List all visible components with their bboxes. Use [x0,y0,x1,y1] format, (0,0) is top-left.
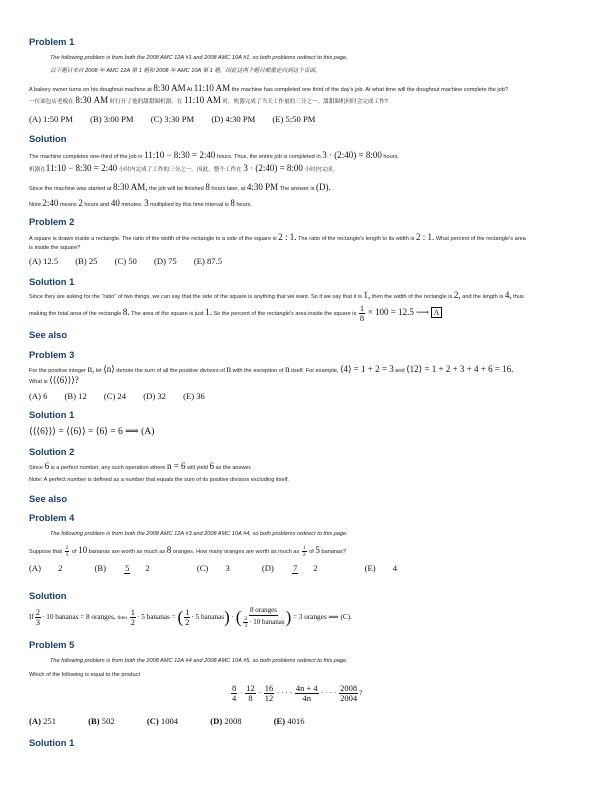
choice-e [365,563,412,573]
choice-value: 2 [58,563,63,573]
problem-5-text: Which of the following is equal to the product [29,672,141,678]
solution-3-heading: Solution 1 [29,409,75,420]
text: 小时内完成。 [304,167,339,173]
text: as the answer. [215,465,252,471]
choice-c [147,716,193,726]
problem-4-redirect: The following problem is from both the 2008 AMC 12A #3 and 2008 AMC 10A #4, so both problems redirect to this page. [50,531,348,537]
choice-label: (C) [196,563,209,573]
text: If [29,613,34,622]
choice-label: (E) [273,716,286,726]
math: 2:40 [42,198,59,208]
choice-d: (D) 75 [154,256,177,266]
text: For the positive integer [29,368,86,374]
denominator: 2004 [340,693,358,703]
math: = 3 oranges ⟹ (C). [293,613,352,622]
choice-e [274,716,320,726]
math: 11:10 − 8:30 = 2:40 [144,150,216,160]
problem-5-choices [29,716,589,726]
problem-3-question [29,377,589,386]
math: 11:10 − 8:30 = 2:40 [45,163,118,173]
right-paren: ) [224,607,230,627]
text: the machine has completed one third of the day's job. At what time will the doughnut machine complete the job? [231,87,509,93]
choice-value: 4016 [287,716,305,726]
problem-5-product: $\frac{8}{4}$ · $\frac{12}{8}$ · $\frac{16}{12}$ · · · · $\frac{4n + 4}{4n}$ · · · · $\frac{2008}{2004}$ ? [232,683,363,703]
problem-1-redirect-zh: 以下题目来自 2008 年 AMC 12A 第 1 题和 2008 年 AMC 10A 第 1 题，因此这两个题目都重定向到这个页面。 [50,68,321,74]
answer-box: A [431,307,443,318]
solution-2-line-2 [29,304,589,323]
choice-label: (C) [146,716,159,726]
see-also-heading: See also [29,329,68,340]
choice-d: (D) 32 [143,391,166,401]
see-also-heading-2: See also [29,493,68,504]
math: 10 [78,544,88,555]
math: 6 [209,461,214,471]
fraction [302,545,307,558]
text: The machine completes one-third of the job in [29,154,143,160]
denominator: 3 [65,552,69,558]
choice-label: (A) [29,716,41,726]
problem-3-text [29,366,589,375]
choice-a: (A) 1:50 PM [29,114,73,124]
numerator: 8 [232,683,237,693]
numerator: 4n + 4 [295,683,318,693]
text: hours. Thus, the entire job is completed in [216,154,321,160]
problem-1-heading: Problem 1 [29,36,75,47]
choice-d: (D) 4:30 PM [211,114,256,124]
problem-2-text [29,234,589,243]
math: n [226,364,231,374]
text: Since they are asking for the "ratio" of two things, we can say that the side of the square is anything that we want. So if we say that it is [29,294,362,300]
choice-value: 502 [101,716,115,726]
text: So the percent of the rectangle's area inside the square is [213,310,357,317]
text: 小时内完成了工作的三分之一。因此，整个工作在 [118,167,242,173]
math: 2, [453,290,461,300]
math: 3 [144,198,149,208]
text: making the total area of the rectangle [29,310,122,317]
math: 2 : 1. [416,232,435,242]
problem-1-choices [29,114,589,124]
left-paren: ( [235,607,242,627]
math: · 10 bananas = 8 oranges, [42,613,116,622]
fraction [124,564,165,574]
fraction [245,684,256,703]
math: × 100 = 12.5 ⟶ [367,306,430,317]
text: hours. [383,154,399,160]
math: 2 [78,198,83,208]
text: bananas? [321,548,347,555]
text: A bakery owner turns on his doughnut machine at [29,87,152,93]
choice-b [95,563,180,574]
choice-a: (A) 6 [29,391,48,401]
text: bananas are worth as much as [88,548,166,555]
numerator: 1 [302,545,306,551]
solution-1-heading: Solution [29,133,67,144]
choice-label: (D) [261,563,274,573]
text: will yield [187,465,208,471]
numerator: 12 [246,683,255,693]
text: itself. For example, [291,368,339,374]
text: means [59,202,77,208]
text: denote the sum of all the positive divisors of [116,368,225,374]
choice-c: (C) 24 [103,391,127,401]
math: ? [359,689,363,698]
problem-1-text-en [29,85,589,94]
solution-3-equation: ⟨⟨⟨6⟩⟩⟩ = ⟨⟨6⟩⟩ = ⟨6⟩ = 6 ⟹ (A) [29,427,155,437]
numerator: 5 [125,563,130,574]
math: n, [87,364,95,374]
choice-d [262,563,348,574]
text: Since the machine was started at [29,186,112,192]
text: At [186,87,193,93]
math: 3 · (2:40) = 8:00 [243,163,303,173]
fraction [35,608,41,627]
choice-label: (B) [94,563,107,573]
problem-4-choices [29,563,589,574]
problem-5-redirect: The following problem is from both the 2008 AMC 12A #4 and 2008 AMC 10A #5, so both problems redirect to this page. [50,658,348,664]
problem-2-choices [29,256,589,266]
math: n = 6 [166,461,186,471]
denominator: 12 [264,693,274,703]
math: 11:10 AM [183,95,221,105]
solution-3b-note: Note: A perfect number is defined as a number that equals the sum of its positive divisors excluding itself. [29,477,289,483]
choice-a [29,716,71,726]
math: · · · · [321,689,337,698]
choice-c [197,563,245,573]
math: 8 [166,544,172,555]
text: 机器在 [29,167,46,173]
choice-c: (C) 3:30 PM [150,114,195,124]
text: Note: [29,202,43,208]
math: 8 [205,182,210,192]
choice-value: 2008 [224,716,242,726]
choice-c: (C) 50 [114,256,137,266]
solution-1-line-2 [29,165,589,174]
math: 5 [315,544,320,555]
math: 8. [122,306,130,317]
math: 6 [44,461,50,471]
choice-value: 1004 [160,716,179,726]
text: A square is drawn inside a rectangle. The ratio of the width of the rectangle to a side of the square is [29,236,277,242]
math: 8:30 AM [153,83,186,93]
numerator: 16 [264,683,274,693]
choice-e: (E) 87.5 [193,256,223,266]
fraction [243,616,248,629]
text: multiplied by this time interval is [150,202,229,208]
math: · · · · [277,689,293,698]
text: then [117,615,127,622]
numerator: 2 [35,607,41,617]
text: What is [29,379,48,385]
numerator: 2 [65,545,69,551]
numerator: 1 [130,607,136,617]
numerator: 2008 [340,683,358,693]
text: Since [29,465,43,471]
text: let [95,368,102,374]
choice-b: (B) 3:00 PM [90,114,134,124]
solution-2-line-1 [29,292,589,301]
text: and [395,368,405,374]
fraction [65,545,70,558]
math: n [285,364,290,374]
choice-label: (A) [29,563,41,573]
problem-3-choices [29,391,589,401]
denominator: 3 [244,623,248,629]
math: ⟨12⟩ = 1 + 2 + 3 + 4 + 6 = 16. [406,364,514,374]
fraction [359,304,365,323]
denominator: 4n [302,693,311,703]
text: the job will be finished [149,186,204,192]
fraction [295,684,319,703]
solution-5-heading: Solution 1 [29,737,75,748]
text: of [71,548,77,555]
problem-1-redirect-en: The following problem is from both the 2008 AMC 12A #1 and 2008 AMC 10A #1, so both problems redirect to this page. [50,55,348,61]
solution-3b-heading: Solution 2 [29,446,75,457]
math: · 5 bananas [191,613,225,622]
text: 一位面包店老板在 [29,99,74,105]
math: 11:10 AM [193,83,231,93]
choice-label: (D) [210,716,223,726]
math: ⟨⟨⟨6⟩⟩⟩? [49,375,79,385]
choice-b: (B) 25 [75,256,98,266]
math: 8 [230,198,235,208]
fraction [264,684,275,703]
problem-5-heading: Problem 5 [29,639,75,650]
choice-label: (E) [364,563,376,573]
problem-4-heading: Problem 4 [29,512,75,523]
denominator-text: · 10 bananas [249,618,285,627]
math: · 5 bananas = [137,613,176,622]
left-paren: ( [177,607,184,627]
math: 1, [363,290,371,300]
text: 时，机器完成了当天工作量的三分之一。甜甜圈机何时会完成工作? [222,99,388,105]
solution-4-heading: Solution [29,590,67,601]
solution-1-note [29,200,589,209]
choice-a [29,563,77,573]
denominator: 2 [130,617,136,627]
denominator: 2 [185,617,190,627]
text: hours. [236,202,252,208]
text: The area of the square is just [131,310,204,317]
text: The answer is [279,186,315,192]
text: 时打开了他的甜甜圈机器。在 [109,99,183,105]
solution-3b-line-1 [29,463,589,472]
numerator: 2 [244,616,248,622]
solution-4-equation: If $\frac{2}{3}$ · 10 bananas = 8 oranges, then $\frac{1}{2}$ · 5 bananas = ( $\frac{1}{2}$ · 5 bananas) · ( 8 oranges $\frac{2}{3}$ · 10 bananas ) = 3 oranges ⟹ (C). [29,606,352,629]
numerator: 1 [359,303,365,313]
denominator: 8 [248,693,253,703]
text: and the length is [462,294,504,300]
right-paren: ) [285,607,292,627]
problem-4-text [29,545,589,558]
text: then the width of the rectangle is [371,294,453,300]
text: hours and [84,202,110,208]
text: of [309,548,314,555]
choice-value: 251 [43,716,56,726]
math: (D). [315,182,331,192]
denominator: 2 [145,563,150,574]
choice-label: (B) [88,716,100,726]
math: 4:30 PM [246,182,279,192]
choice-b [88,716,130,726]
text: hours later, at [211,186,246,192]
math: 4, [504,290,512,300]
fraction [292,564,333,574]
problem-2-heading: Problem 2 [29,216,75,227]
text: with the exception of [232,368,284,374]
text: minutes. [121,202,143,208]
solution-1-line-1 [29,152,589,161]
choice-a: (A) 12.5 [29,256,59,266]
math: 1. [205,306,212,317]
choice-e: (E) 5:50 PM [272,114,316,124]
denominator [242,616,284,629]
math: 8:30 AM [75,95,109,105]
fraction [184,608,190,627]
problem-2-text-2: is inside the square? [29,245,81,251]
text: The ratio of the rectangle's length to its width is [298,236,415,242]
solution-2-heading: Solution 1 [29,276,75,287]
choice-e: (E) 36 [183,391,205,401]
text: thus [513,294,524,300]
choice-value: 3 [225,563,230,573]
choice-value: 4 [392,563,398,573]
numerator: 1 [185,607,190,617]
denominator: 3 [35,617,41,627]
text: oranges. How many oranges are worth as much as [172,548,300,555]
math: ⟨n⟩ [103,364,115,374]
problem-1-text-zh [29,97,589,106]
denominator: 2 [313,563,318,574]
math: 3 · (2:40) = 8:00 [322,150,382,160]
fraction [130,608,136,627]
denominator: 4 [232,693,237,703]
problem-3-heading: Problem 3 [29,349,75,360]
math: ⟨4⟩ = 1 + 2 = 3 [339,364,394,374]
math: 2 : 1. [278,232,297,242]
numerator: 7 [293,563,298,574]
choice-d [210,716,256,726]
fraction [231,684,237,703]
text: is a perfect number, any such operation where [50,465,166,471]
numerator: 8 oranges [249,606,278,614]
choice-b: (B) 12 [64,391,87,401]
solution-1-line-3 [29,184,589,193]
denominator: 8 [359,313,365,323]
math: 8:30 AM, [112,182,148,192]
fraction [339,684,358,703]
denominator: 2 [302,552,306,558]
fraction [242,606,284,629]
text: What percent of the rectangle's area [435,236,526,242]
math: 40 [110,198,120,208]
text: Suppose that [29,548,62,555]
